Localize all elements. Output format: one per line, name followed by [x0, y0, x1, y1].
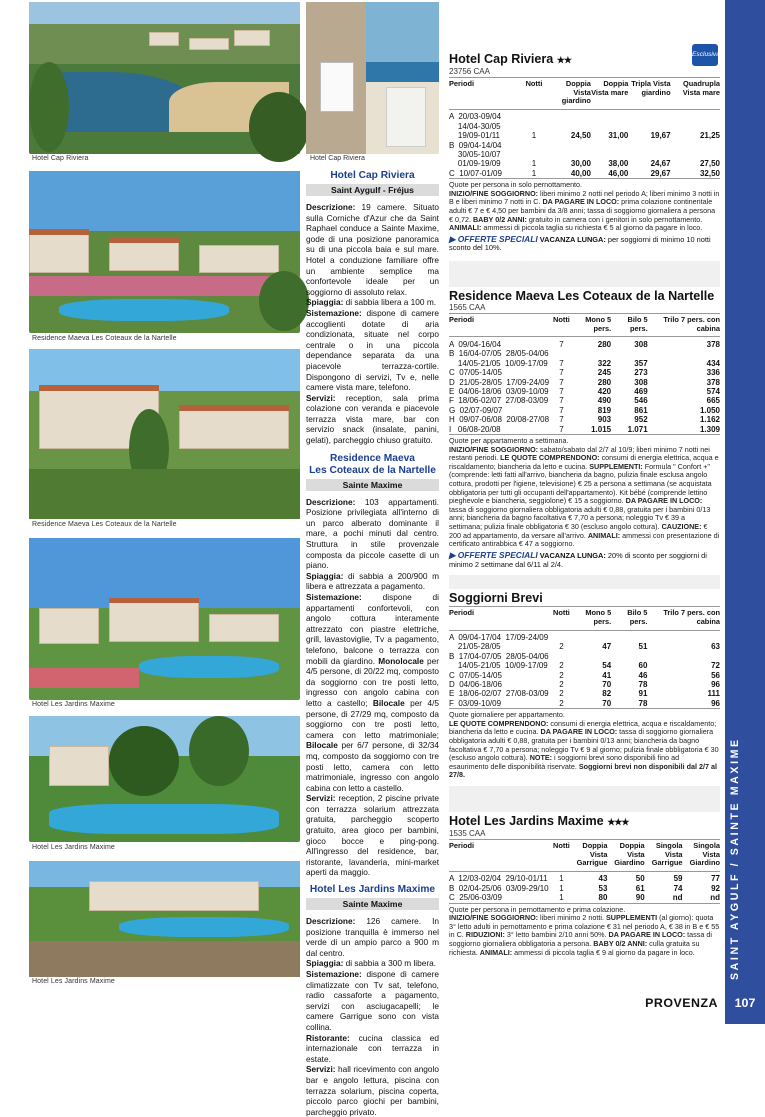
photo-residence-maeva-2 — [29, 349, 300, 519]
table-row: 14/05-21/05 10/09-17/09 7 322 357 434 — [449, 358, 720, 368]
photo-hotel-cap-riviera-bay — [29, 2, 300, 154]
table-row: A 09/04-16/04 7 280 308 378 — [449, 339, 720, 349]
column-header: Mono 5 pers. — [585, 608, 612, 626]
table-title: Hotel Cap Riviera ★★ — [449, 52, 571, 66]
description: Descrizione: 19 camere. Situato sulla Corniche d'Azur che da Saint Raphael conduce a Sainte Maxime, gode di una posizione panoramica su di una piccola baia e sul mare. Hotel a conduzione familiare offre un ambiente semplice ma confortevole ideale per un soggiorno di assoluto relax. — [306, 202, 439, 297]
photo-caption: Hotel Les Jardins Maxime — [32, 844, 115, 851]
conditions-note: INIZIO/FINE SOGGIORNO: sabato/sabato dal 2/7 al 10/9; liberi minimo 7 notti nei restanti periodi. LE QUOTE COMPRENDONO: consumi di energia elettrica, acqua e riscaldamento; biancheria da letto e cucina. SUPPLEMENTI: Formula " Confort +" (comprende: letti fatti all'arrivo, biancheria da bagno, pulizia finale esclusa angolo cottura, prodotti per l'igiene, televisione) € 25 a persona a settimana (se acquistata obbligatoria per tutti gli occupanti dell'appartamento). Kit bébé (comprende lettino pieghevole e biancheria, seggiolone) € 15 a soggiorno. DA PAGARE IN LOCO: tassa di soggiorno giornaliera obbligatoria adulti € 0,88, gratuita per i bambini 0/13 anni; biancheria da bagno facoltativa € 7,70 a persona; noleggio Tv € 39 a settimana; pulizia finale obbligatoria € 30 (escluso angolo cottura). CAUZIONE: € 200 ad appartamento, da versare all'arrivo. ANIMALI: ammessi con presentazione di certificato antirabbica € 47 a soggiorno. — [449, 444, 720, 549]
column-header: Trilo 7 pers. con cabina — [663, 315, 720, 333]
table-row: A 12/03-02/04 29/10-01/11 1 43 50 59 77 — [449, 874, 720, 884]
table-row: B 02/04-25/06 03/09-29/10 1 53 61 74 92 — [449, 883, 720, 893]
special-offer: ▶ OFFERTE SPECIALI VACANZA LUNGA: 20% di sconto per soggiorni di minimo 2 settimane dal 6/11 al 2/4. — [449, 549, 707, 569]
special-offer: ▶ OFFERTE SPECIALI VACANZA LUNGA: per soggiorni di minimo 10 notti sconto del 10%. — [449, 233, 711, 253]
column-header: Bilo 5 pers. — [627, 315, 648, 333]
price-table-maeva — [449, 314, 720, 434]
hotel-location: Sainte Maxime — [306, 479, 439, 491]
product-code: 1565 CAA — [449, 303, 720, 314]
column-header: Mono 5 pers. — [585, 315, 612, 333]
table-row: E 04/06-18/06 03/09-10/09 7 420 469 574 — [449, 387, 720, 396]
stars-icon: ★★ — [556, 55, 571, 65]
column-header: Periodi — [449, 79, 475, 88]
services: Servizi: hall ricevimento con angolo bar e angolo lettura, piscina con terrazza solarium, piscina coperta, piccolo parco giochi per bambini, parcheggio privato. — [306, 1064, 439, 1117]
column-header: Notti — [553, 608, 570, 618]
table-row: 14/04-30/05 — [449, 121, 501, 131]
region-label: PROVENZA — [645, 996, 718, 1010]
quote-note: Quote per persona in pernottamento e prima colazione. — [449, 904, 626, 914]
photo-hotel-cap-riviera-terrace — [306, 2, 439, 154]
table-row: C 10/07-01/09 1 40,00 46,00 29,67 32,50 — [449, 168, 720, 178]
hotel-descriptions — [306, 170, 439, 1117]
table-row: F 18/06-02/07 27/08-03/09 7 490 546 665 — [449, 396, 720, 406]
photo-jardins-maxime-1 — [29, 538, 300, 700]
table-row: D 04/06-18/06 2 70 78 96 — [449, 680, 720, 690]
hotel-title: Hotel Cap Riviera — [330, 170, 415, 181]
photo-caption: Hotel Les Jardins Maxime — [32, 978, 115, 985]
page-number: 107 — [725, 993, 765, 1014]
table-row: C 25/06-03/09 1 80 90 nd nd — [449, 893, 720, 903]
price-table-cap-riviera — [449, 78, 720, 178]
column-header: Periodi — [449, 315, 475, 325]
exclusive-badge: Esclusiva — [692, 44, 718, 66]
table-row: C 07/05-14/05 2 41 46 56 — [449, 670, 720, 680]
table-row: A 20/03-09/04 — [449, 112, 502, 122]
table-title: Soggiorni Brevi — [449, 591, 720, 607]
beach: Spiaggia: di sabbia a 300 m libera. — [306, 958, 437, 969]
column-header: Notti — [525, 79, 543, 88]
price-tables — [449, 52, 720, 957]
beach: Spiaggia: di sabbia a 200/900 m libera e attrezzata a pagamento. — [306, 570, 439, 592]
conditions-note: INIZIO/FINE SOGGIORNO: liberi minimo 2 notti. SUPPLEMENTI (al giorno): quota 3° letto adulti in pernottamento e prima colazione € 31 nel periodo A, € 38 in B e € 55 in C. RIDUZIONI: 3° letto bambini 2/10 anni 50%. DA PAGARE IN LOCO: tassa di soggiorno giornaliera obbligatoria a persona. BABY 0/2 ANNI: culla gratuita su richiesta. ANIMALI: ammessi di piccola taglia € 9 al giorno da pagare in loco. — [449, 913, 720, 957]
table-row: B 09/04-14/04 — [449, 140, 502, 150]
column-header: Periodi — [449, 608, 475, 618]
table-title: Hotel Les Jardins Maxime ★★★ — [449, 814, 629, 829]
column-header: Periodi — [449, 841, 475, 851]
price-table-jardins — [449, 840, 720, 903]
table-row: C 07/05-14/05 7 245 273 336 — [449, 368, 720, 378]
description: Descrizione: 126 camere. In posizione tranquilla è immerso nel verde di un ampio parco a 900 m dal centro. — [306, 916, 439, 958]
photo-jardins-maxime-2 — [29, 716, 300, 842]
photo-caption: Residence Maeva Les Coteaux de la Nartelle — [32, 521, 177, 528]
arrow-right-icon: ▶ — [449, 549, 458, 560]
hotel-location: Sainte Maxime — [306, 898, 439, 910]
price-table-short-stays — [449, 607, 720, 708]
table-row: A 09/04-17/04 17/09-24/09 — [449, 633, 549, 643]
photo-caption: Residence Maeva Les Coteaux de la Nartelle — [32, 335, 177, 342]
product-code: 23756 CAA — [449, 67, 720, 78]
photo-caption: Hotel Les Jardins Maxime — [32, 701, 115, 708]
table-row: 19/09-01/11 1 24,50 31,00 19,67 21,25 — [449, 131, 720, 141]
column-header: Doppia Vista Garrigue — [576, 841, 608, 868]
table-title: Residence Maeva Les Coteaux de la Nartelle — [449, 289, 715, 304]
photo-residence-maeva-1 — [29, 171, 300, 333]
table-row: I 06/08-20/08 7 1.015 1.071 1.309 — [449, 424, 720, 434]
hotel-title: Residence Maeva Les Coteaux de la Nartelle — [309, 452, 436, 476]
accommodation: Sistemazione: dispone di camere climatizzate con Tv sat, telefono, radio cassaforte a pagamento, servizi con asciugacapelli; le camere Garrigue sono con vista collina. — [306, 969, 439, 1032]
quote-note: Quote giornaliere per appartamento. — [449, 710, 565, 720]
table-row: E 18/06-02/07 27/08-03/09 2 82 91 111 — [449, 689, 720, 699]
column-header: Doppia Vista Giardino — [614, 841, 645, 868]
column-header: Bilo 5 pers. — [627, 608, 648, 626]
table-row: G 02/07-09/07 7 819 861 1.050 — [449, 405, 720, 415]
table-row: 14/05-21/05 10/09-17/09 2 54 60 72 — [449, 661, 720, 671]
column-header: Singola Vista Garrigue — [651, 841, 683, 868]
accommodation: Sistemazione: dispone di camere accoglienti dotate di aria condizionata, situate nel corpo centrale o in una piccola dependance separata da una piacevole terrazza-cortile. Dispongono di servizi, Tv e, nelle camere vista mare, telefono. — [306, 307, 439, 393]
arrow-right-icon: ▶ — [449, 233, 458, 244]
table-row: F 03/09-10/09 2 70 78 96 — [449, 698, 720, 708]
quote-note: Quote per persona in solo pernottamento. — [449, 180, 583, 190]
services: Servizi: reception, 2 piscine private con terrazza solarium attrezzata gratuita, parcheggio scoperto gratuito, area gioco per bambini, gioco bocce e ping-pong. All'ingresso del residence, bar, ristorante, lavanderia, mini-market aperti da maggio. — [306, 793, 439, 878]
column-header: Notti — [553, 315, 570, 325]
product-code: 1535 CAA — [449, 829, 720, 840]
destination-label — [729, 950, 741, 980]
column-header: Trilo 7 pers. con cabina — [663, 608, 720, 626]
restaurant: Ristorante: cucina classica ed internazionale con terrazza in estate. — [306, 1032, 439, 1064]
photo-caption: Hotel Cap Riviera — [310, 155, 365, 162]
column-header: Doppia Vista mare — [591, 79, 629, 97]
conditions-note: LE QUOTE COMPRENDONO: consumi di energia elettrica, acqua e riscaldamento; biancheria da letto e cucina. DA PAGARE IN LOCO: tassa di soggiorno giornaliera obbligatoria adulti € 0,88, gratuita per i bambini 0/13 anni; biancheria da bagno facoltativa € 7,70 a persona; noleggio Tv € 9 al giorno; pulizia finale obbligatoria € 30 (escluso angolo cottura). NOTE: i soggiorni brevi sono disponibili fino ad esaurimento delle disponibilità riservate. Soggiorni brevi non disponibili dal 2/7 al 27/8. — [449, 718, 719, 780]
column-header: Doppia Vista giardino — [561, 79, 591, 106]
photo-caption: Hotel Cap Riviera — [32, 155, 89, 162]
hotel-title: Hotel Les Jardins Maxime — [309, 884, 436, 896]
conditions-note: INIZIO/FINE SOGGIORNO: liberi minimo 2 notti nel periodo A; liberi minimo 3 notti in B e liberi minimo 7 notti in C. DA PAGARE IN LOCO: prima colazione continentale adulti € 7 e € 4,50 per bambini da 3/8 anni; tassa di soggiorno giornaliera a persona € 0,72. BABY 0/2 ANNI: gratuito in camera con i genitori in solo pernottamento. ANIMALI: ammessi di piccola taglia su richiesta € 5 al giorno da pagare in loco. — [449, 188, 720, 233]
description: Descrizione: 103 appartamenti. Posizione privilegiata all'interno di un parco alberato dominante il mare, a pochi minuti dal centro. Struttura in stile provenzale composta da piccole casette di un piano. — [306, 496, 439, 571]
services: Servizi: reception, sala prima colazione con veranda e piacevole terrazza vista mare, bar con servizio snack (insalate, panini, gelati), parcheggio chiuso gratuito. — [306, 392, 439, 446]
column-header: Tripla Vista giardino — [631, 79, 671, 97]
table-row: H 09/07-06/08 20/08-27/08 7 903 952 1.162 — [449, 415, 720, 425]
accommodation: Sistemazione: dispone di appartamenti confortevoli, con angolo cottura interamente attrezzato con piastre elettriche, grill, lavastoviglie, Tv a pagamento, telefono, balcone o terrazza con mobili da giardino. Monolocale per 4/5 persone, di 20/22 mq, composto da soggiorno con tre posti letto, ingresso con angolo cabina con letto a castello; Bilocale per 4/5 persone, di 27/29 mq, composto da soggiorno con tre posti letto, camera con letto matrimoniale; Bilocale per 6/7 persone, di 32/34 mq, composto da soggiorno con tre posti letto, camera con letto matrimoniale, ingresso con angolo cabina con letto a castello. — [306, 592, 440, 793]
table-row: D 21/05-28/05 17/09-24/09 7 280 308 378 — [449, 377, 720, 387]
table-row: B 17/04-07/05 28/05-04/06 — [449, 651, 549, 661]
table-row: 30/05-10/07 — [449, 149, 501, 159]
column-header: Quadrupla Vista mare — [682, 79, 720, 97]
column-header: Notti — [553, 841, 570, 851]
stars-icon: ★★★ — [607, 817, 629, 828]
photo-jardins-maxime-3 — [29, 861, 300, 977]
table-row: B 16/04-07/05 28/05-04/06 — [449, 349, 549, 359]
column-header: Singola Vista Giardino — [689, 841, 720, 868]
quote-note: Quote per appartamento a settimana. — [449, 436, 569, 446]
table-row: 21/05-28/05 2 47 51 63 — [449, 642, 720, 652]
hotel-location: Saint Aygulf - Fréjus — [306, 184, 439, 196]
table-row: 01/09-19/09 1 30,00 38,00 24,67 27,50 — [449, 159, 720, 169]
beach: Spiaggia: di sabbia libera a 100 m. — [306, 297, 437, 308]
